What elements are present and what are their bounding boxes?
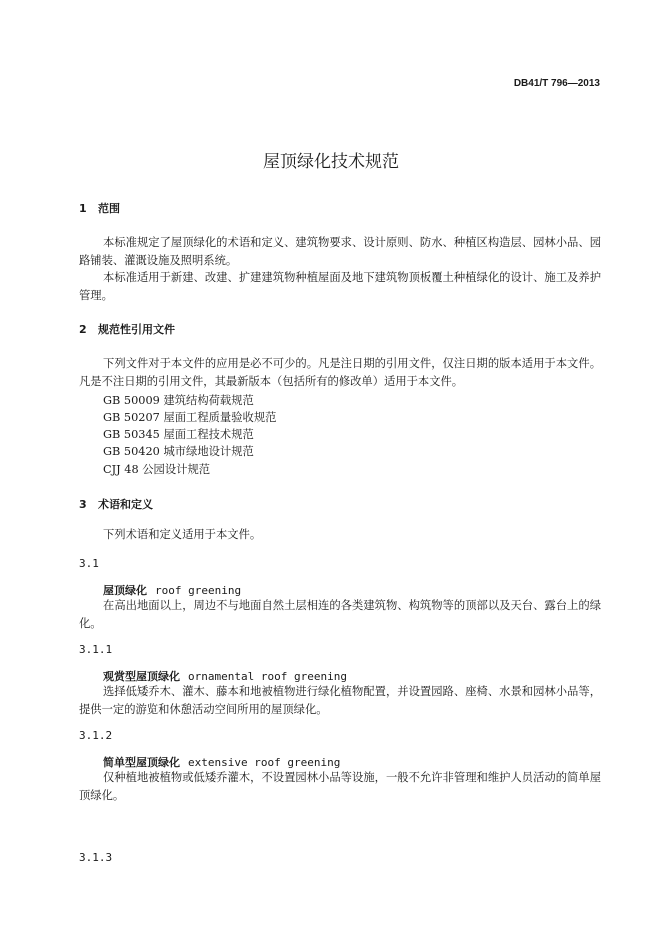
term-heading <box>103 754 340 770</box>
reference-item: GB 50420 城市绿地设计规范 <box>103 445 254 458</box>
scope-paragraph-1: 本标准规定了屋顶绿化的术语和定义、建筑物要求、设计原则、防水、种植区构造层、园林小品、园路铺装、灌溉设施及照明系统。 <box>79 236 601 267</box>
clause-number: 3.1.1 <box>79 643 113 656</box>
section-heading-scope <box>79 200 120 216</box>
section-heading-normative-references <box>79 321 175 337</box>
reference-item: GB 50207 屋面工程质量验收规范 <box>103 411 277 424</box>
term-definition: 仅种植地被植物或低矮乔灌木，不设置园林小品等设施，一般不允许非管理和维护人员活动的简单屋顶绿化。 <box>79 771 601 802</box>
term-definition: 选择低矮乔木、灌木、藤本和地被植物进行绿化植物配置，并设置园路、座椅、水景和园林小品等，提供一定的游览和休憩活动空间所用的屋顶绿化。 <box>79 685 601 716</box>
section-number: 1 <box>79 202 87 215</box>
reference-item: GB 50009 建筑结构荷载规范 <box>103 394 254 407</box>
term-chinese: 屋顶绿化 <box>103 584 147 597</box>
clause-number: 3.1 <box>79 557 99 570</box>
reference-item: CJJ 48 公园设计规范 <box>103 463 211 476</box>
references-intro-paragraph: 下列文件对于本文件的应用是必不可少的。凡是注日期的引用文件，仅注日期的版本适用于本文件。凡是不注日期的引用文件，其最新版本（包括所有的修改单）适用于本文件。 <box>79 357 601 388</box>
section-title: 范围 <box>98 202 120 215</box>
term-definition: 在高出地面以上，周边不与地面自然土层相连的各类建筑物、构筑物等的顶部以及天台、露台上的绿化。 <box>79 599 601 630</box>
term-english: extensive roof greening <box>188 756 341 769</box>
terms-intro-paragraph: 下列术语和定义适用于本文件。 <box>103 528 262 541</box>
term-english: ornamental roof greening <box>188 670 347 683</box>
document-number: DB41/T 796—2013 <box>513 78 600 89</box>
term-heading <box>103 668 347 684</box>
reference-item: GB 50345 屋面工程技术规范 <box>103 428 254 441</box>
term-chinese: 观赏型屋顶绿化 <box>103 670 180 683</box>
section-title: 术语和定义 <box>98 498 153 511</box>
section-number: 3 <box>79 498 87 511</box>
section-title: 规范性引用文件 <box>98 323 175 336</box>
page-title: 屋顶绿化技术规范 <box>263 152 399 172</box>
clause-number: 3.1.3 <box>79 851 113 864</box>
clause-number: 3.1.2 <box>79 729 113 742</box>
section-heading-terms-definitions <box>79 496 153 512</box>
scope-paragraph-2: 本标准适用于新建、改建、扩建建筑物种植屋面及地下建筑物顶板覆土种植绿化的设计、施工及养护管理。 <box>79 271 601 302</box>
section-number: 2 <box>79 323 87 336</box>
term-heading <box>103 582 241 598</box>
term-english: roof greening <box>155 584 242 597</box>
term-chinese: 简单型屋顶绿化 <box>103 756 180 769</box>
